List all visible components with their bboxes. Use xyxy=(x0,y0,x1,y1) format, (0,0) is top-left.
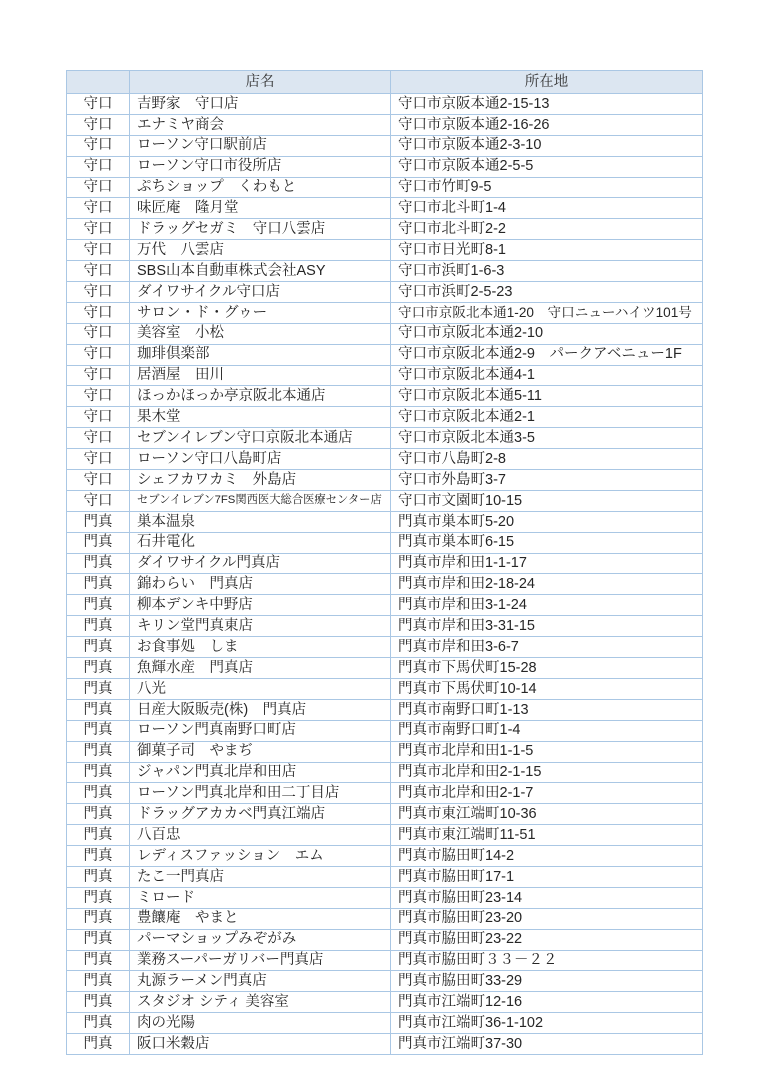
cell-address: 守口市浜町1-6-3 xyxy=(391,261,703,282)
cell-store-name: 巣本温泉 xyxy=(130,511,391,532)
cell-address: 守口市日光町8-1 xyxy=(391,240,703,261)
cell-address: 守口市京阪北本通4-1 xyxy=(391,365,703,386)
cell-store-name: 魚輝水産 門真店 xyxy=(130,658,391,679)
table-row xyxy=(67,282,703,303)
cell-address: 門真市下馬伏町15-28 xyxy=(391,658,703,679)
cell-area: 守口 xyxy=(67,156,130,177)
table-row xyxy=(67,595,703,616)
cell-area: 守口 xyxy=(67,198,130,219)
cell-address: 門真市脇田町17-1 xyxy=(391,866,703,887)
cell-address: 門真市江端町36-1-102 xyxy=(391,1013,703,1034)
cell-address: 守口市北斗町2-2 xyxy=(391,219,703,240)
cell-address: 守口市北斗町1-4 xyxy=(391,198,703,219)
cell-store-name: サロン・ド・グゥー xyxy=(130,302,391,323)
cell-area: 守口 xyxy=(67,135,130,156)
table-row xyxy=(67,678,703,699)
cell-address: 守口市京阪本通2-16-26 xyxy=(391,114,703,135)
cell-area: 守口 xyxy=(67,490,130,511)
cell-store-name: 石井電化 xyxy=(130,532,391,553)
cell-area: 守口 xyxy=(67,449,130,470)
table-row xyxy=(67,449,703,470)
cell-address: 守口市京阪本通2-15-13 xyxy=(391,94,703,115)
table-header xyxy=(67,71,703,94)
table-row xyxy=(67,365,703,386)
store-table xyxy=(66,70,703,1055)
table-row xyxy=(67,386,703,407)
table-row xyxy=(67,156,703,177)
table-row xyxy=(67,198,703,219)
cell-store-name: SBS山本自動車株式会社ASY xyxy=(130,261,391,282)
table-row xyxy=(67,720,703,741)
table-row xyxy=(67,887,703,908)
table-row xyxy=(67,532,703,553)
table-row xyxy=(67,428,703,449)
cell-store-name: 業務スーパーガリバー門真店 xyxy=(130,950,391,971)
cell-store-name: ローソン守口駅前店 xyxy=(130,135,391,156)
cell-store-name: 八光 xyxy=(130,678,391,699)
header-store-name: 店名 xyxy=(130,71,391,94)
cell-store-name: レディスファッション エム xyxy=(130,846,391,867)
cell-address: 守口市京阪北本通2-9 パークアベニュー1F xyxy=(391,344,703,365)
cell-store-name: キリン堂門真東店 xyxy=(130,616,391,637)
table-row xyxy=(67,470,703,491)
cell-address: 門真市脇田町33-29 xyxy=(391,971,703,992)
cell-address: 門真市北岸和田2-1-15 xyxy=(391,762,703,783)
cell-store-name: 居酒屋 田川 xyxy=(130,365,391,386)
cell-store-name: スタジオ シティ 美容室 xyxy=(130,992,391,1013)
cell-store-name: 吉野家 守口店 xyxy=(130,94,391,115)
table-row xyxy=(67,637,703,658)
cell-store-name: ほっかほっか亭京阪北本通店 xyxy=(130,386,391,407)
cell-address: 門真市岸和田2-18-24 xyxy=(391,574,703,595)
cell-area: 門真 xyxy=(67,616,130,637)
cell-address: 門真市東江端町10-36 xyxy=(391,804,703,825)
cell-store-name: 八百忠 xyxy=(130,825,391,846)
cell-store-name: ローソン門真北岸和田二丁目店 xyxy=(130,783,391,804)
cell-area: 守口 xyxy=(67,428,130,449)
table-row xyxy=(67,1034,703,1055)
cell-address: 守口市京阪北本通2-10 xyxy=(391,323,703,344)
cell-address: 門真市脇田町23-14 xyxy=(391,887,703,908)
cell-area: 門真 xyxy=(67,887,130,908)
cell-area: 門真 xyxy=(67,971,130,992)
cell-address: 門真市北岸和田2-1-7 xyxy=(391,783,703,804)
table-row xyxy=(67,699,703,720)
cell-store-name: たこ一門真店 xyxy=(130,866,391,887)
cell-store-name: ジャパン門真北岸和田店 xyxy=(130,762,391,783)
cell-store-name: ローソン守口市役所店 xyxy=(130,156,391,177)
table-row xyxy=(67,908,703,929)
cell-area: 門真 xyxy=(67,595,130,616)
cell-area: 門真 xyxy=(67,846,130,867)
cell-store-name: セブンイレブン7FS関西医大総合医療センター店 xyxy=(130,490,391,511)
table-row xyxy=(67,135,703,156)
cell-store-name: ダイワサイクル守口店 xyxy=(130,282,391,303)
cell-address: 守口市京阪北本通1-20 守口ニューハイツ101号 xyxy=(391,302,703,323)
cell-address: 門真市巣本町5-20 xyxy=(391,511,703,532)
cell-area: 門真 xyxy=(67,720,130,741)
cell-address: 門真市脇田町３３－２２ xyxy=(391,950,703,971)
cell-area: 門真 xyxy=(67,532,130,553)
table-row xyxy=(67,240,703,261)
table-row xyxy=(67,94,703,115)
table-row xyxy=(67,992,703,1013)
cell-area: 門真 xyxy=(67,1034,130,1055)
table-body xyxy=(67,94,703,1055)
table-row xyxy=(67,866,703,887)
cell-address: 守口市竹町9-5 xyxy=(391,177,703,198)
cell-area: 門真 xyxy=(67,658,130,679)
cell-address: 門真市脇田町23-20 xyxy=(391,908,703,929)
cell-address: 門真市江端町12-16 xyxy=(391,992,703,1013)
header-address: 所在地 xyxy=(391,71,703,94)
cell-address: 守口市京阪本通2-5-5 xyxy=(391,156,703,177)
cell-store-name: 御菓子司 やまぢ xyxy=(130,741,391,762)
header-row xyxy=(67,71,703,94)
cell-address: 門真市岸和田1-1-17 xyxy=(391,553,703,574)
cell-address: 守口市外島町3-7 xyxy=(391,470,703,491)
cell-store-name: 肉の光陽 xyxy=(130,1013,391,1034)
cell-store-name: 柳本デンキ中野店 xyxy=(130,595,391,616)
cell-store-name: ダイワサイクル門真店 xyxy=(130,553,391,574)
cell-store-name: お食事処 しま xyxy=(130,637,391,658)
cell-area: 門真 xyxy=(67,637,130,658)
table-row xyxy=(67,762,703,783)
cell-area: 門真 xyxy=(67,929,130,950)
cell-store-name: ローソン守口八島町店 xyxy=(130,449,391,470)
table-row xyxy=(67,302,703,323)
cell-area: 門真 xyxy=(67,866,130,887)
cell-store-name: 果木堂 xyxy=(130,407,391,428)
cell-area: 守口 xyxy=(67,323,130,344)
cell-store-name: 阪口米穀店 xyxy=(130,1034,391,1055)
cell-area: 守口 xyxy=(67,302,130,323)
table-row xyxy=(67,783,703,804)
cell-area: 守口 xyxy=(67,219,130,240)
table-row xyxy=(67,929,703,950)
cell-address: 門真市江端町37-30 xyxy=(391,1034,703,1055)
cell-area: 門真 xyxy=(67,699,130,720)
cell-address: 門真市巣本町6-15 xyxy=(391,532,703,553)
table-row xyxy=(67,261,703,282)
cell-store-name: ミロード xyxy=(130,887,391,908)
cell-store-name: 珈琲倶楽部 xyxy=(130,344,391,365)
cell-store-name: 豊饟庵 やまと xyxy=(130,908,391,929)
cell-area: 守口 xyxy=(67,94,130,115)
cell-address: 守口市京阪北本通2-1 xyxy=(391,407,703,428)
cell-store-name: 万代 八雲店 xyxy=(130,240,391,261)
cell-store-name: 美容室 小松 xyxy=(130,323,391,344)
cell-store-name: 味匠庵 隆月堂 xyxy=(130,198,391,219)
cell-address: 門真市北岸和田1-1-5 xyxy=(391,741,703,762)
cell-address: 門真市東江端町11-51 xyxy=(391,825,703,846)
table-row xyxy=(67,1013,703,1034)
cell-area: 守口 xyxy=(67,114,130,135)
cell-area: 門真 xyxy=(67,762,130,783)
cell-area: 門真 xyxy=(67,553,130,574)
cell-address: 門真市岸和田3-1-24 xyxy=(391,595,703,616)
table-row xyxy=(67,825,703,846)
cell-store-name: ローソン門真南野口町店 xyxy=(130,720,391,741)
table-row xyxy=(67,741,703,762)
cell-store-name: シェフカワカミ 外島店 xyxy=(130,470,391,491)
cell-store-name: 丸源ラーメン門真店 xyxy=(130,971,391,992)
cell-address: 守口市八島町2-8 xyxy=(391,449,703,470)
cell-store-name: パーマショップみぞがみ xyxy=(130,929,391,950)
table-row xyxy=(67,574,703,595)
table-row xyxy=(67,658,703,679)
cell-store-name: エナミヤ商会 xyxy=(130,114,391,135)
cell-address: 守口市京阪本通2-3-10 xyxy=(391,135,703,156)
cell-area: 門真 xyxy=(67,992,130,1013)
cell-area: 門真 xyxy=(67,908,130,929)
store-list-sheet xyxy=(66,70,703,1055)
cell-area: 守口 xyxy=(67,407,130,428)
cell-address: 門真市脇田町23-22 xyxy=(391,929,703,950)
cell-store-name: 錦わらい 門真店 xyxy=(130,574,391,595)
table-row xyxy=(67,950,703,971)
table-row xyxy=(67,344,703,365)
cell-area: 門真 xyxy=(67,783,130,804)
cell-address: 門真市岸和田3-6-7 xyxy=(391,637,703,658)
cell-store-name: 日産大阪販売(株) 門真店 xyxy=(130,699,391,720)
cell-area: 守口 xyxy=(67,344,130,365)
cell-area: 守口 xyxy=(67,261,130,282)
cell-area: 門真 xyxy=(67,804,130,825)
table-row xyxy=(67,616,703,637)
table-row xyxy=(67,490,703,511)
cell-store-name: ドラッグセガミ 守口八雲店 xyxy=(130,219,391,240)
cell-area: 門真 xyxy=(67,825,130,846)
table-row xyxy=(67,177,703,198)
table-row xyxy=(67,323,703,344)
cell-address: 門真市脇田町14-2 xyxy=(391,846,703,867)
cell-address: 門真市岸和田3-31-15 xyxy=(391,616,703,637)
cell-area: 守口 xyxy=(67,365,130,386)
cell-area: 守口 xyxy=(67,177,130,198)
cell-area: 門真 xyxy=(67,741,130,762)
cell-area: 守口 xyxy=(67,282,130,303)
table-row xyxy=(67,804,703,825)
cell-address: 守口市京阪北本通5-11 xyxy=(391,386,703,407)
cell-area: 守口 xyxy=(67,470,130,491)
cell-address: 守口市浜町2-5-23 xyxy=(391,282,703,303)
cell-address: 門真市南野口町1-4 xyxy=(391,720,703,741)
cell-address: 守口市文園町10-15 xyxy=(391,490,703,511)
table-row xyxy=(67,846,703,867)
cell-address: 守口市京阪北本通3-5 xyxy=(391,428,703,449)
cell-address: 門真市南野口町1-13 xyxy=(391,699,703,720)
cell-address: 門真市下馬伏町10-14 xyxy=(391,678,703,699)
cell-store-name: ぷちショップ くわもと xyxy=(130,177,391,198)
cell-area: 門真 xyxy=(67,950,130,971)
cell-area: 守口 xyxy=(67,386,130,407)
cell-area: 門真 xyxy=(67,511,130,532)
table-row xyxy=(67,511,703,532)
cell-area: 門真 xyxy=(67,678,130,699)
table-row xyxy=(67,971,703,992)
cell-area: 守口 xyxy=(67,240,130,261)
table-row xyxy=(67,407,703,428)
cell-store-name: ドラッグアカカベ門真江端店 xyxy=(130,804,391,825)
table-row xyxy=(67,553,703,574)
header-area xyxy=(67,71,130,94)
cell-area: 門真 xyxy=(67,574,130,595)
cell-store-name: セブンイレブン守口京阪北本通店 xyxy=(130,428,391,449)
table-row xyxy=(67,114,703,135)
table-row xyxy=(67,219,703,240)
cell-area: 門真 xyxy=(67,1013,130,1034)
